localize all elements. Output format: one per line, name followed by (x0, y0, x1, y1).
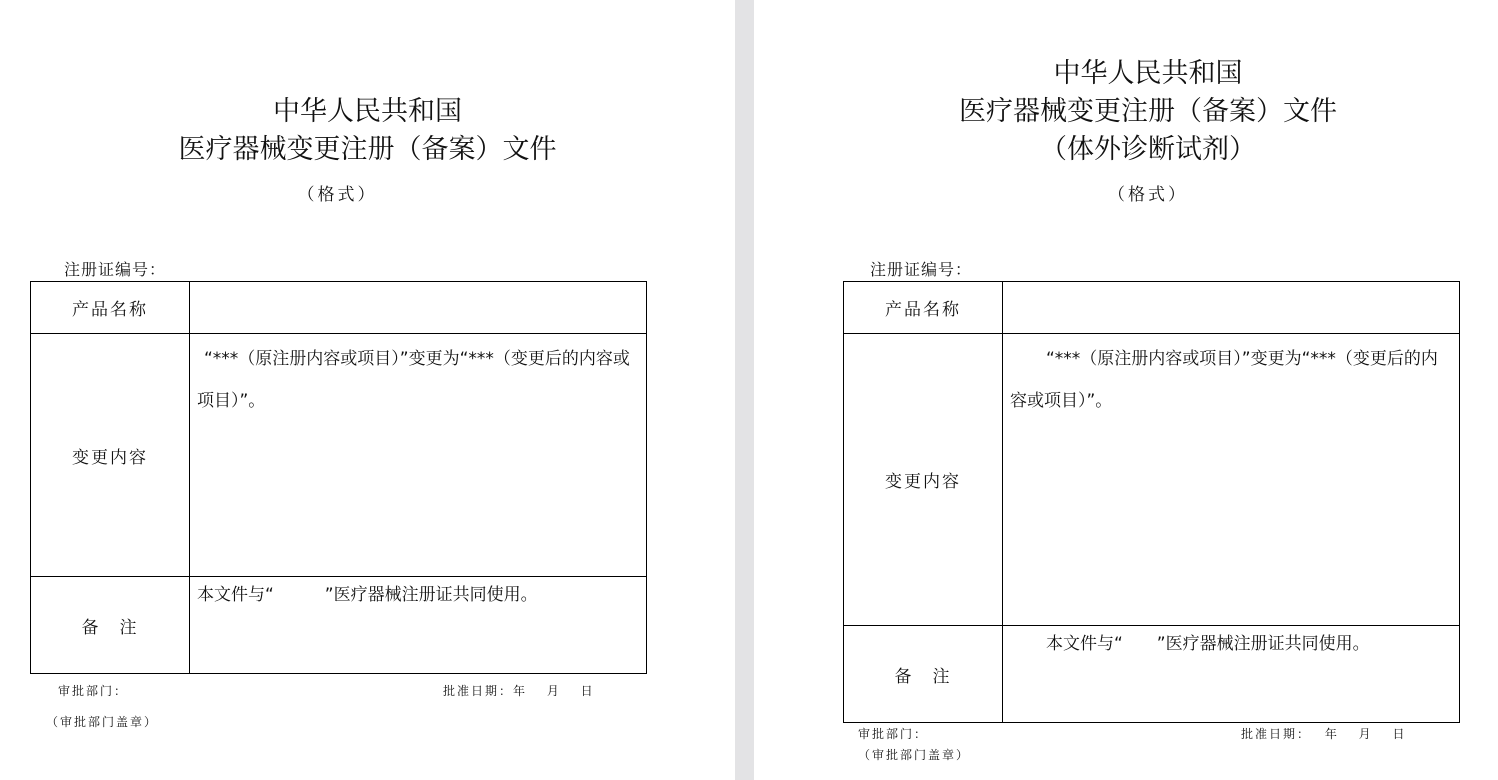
product-name-field[interactable] (1003, 282, 1460, 334)
change-content-label: 变更内容 (844, 334, 1003, 626)
approval-date-label: 批准日期： 年 月 日 (1241, 727, 1407, 741)
approval-seal-label: （审批部门盖章） (858, 748, 971, 762)
product-name-label: 产品名称 (844, 282, 1003, 334)
page-gutter (735, 0, 754, 780)
doc-title-line-2: 医疗器械变更注册（备案）文件 (959, 96, 1337, 127)
remarks-label: 备 注 (844, 626, 1003, 723)
remarks-text: 本文件与“ ”医疗器械注册证共同使用。 (197, 585, 538, 605)
format-label: （格式） (1108, 185, 1188, 205)
registration-number-label: 注册证编号： (870, 260, 973, 279)
change-content-field[interactable] (190, 334, 647, 577)
remarks-field[interactable] (190, 577, 647, 674)
format-label: （格式） (297, 185, 378, 205)
table-row (31, 334, 647, 577)
doc-title-line-1: 中华人民共和国 (273, 96, 462, 127)
approval-seal-label: （审批部门盖章） (46, 715, 159, 729)
registration-number-label: 注册证编号： (64, 260, 167, 279)
approval-dept-label: 审批部门： (58, 684, 129, 698)
change-form-table (30, 281, 647, 674)
table-row (844, 334, 1460, 626)
table-row (844, 626, 1460, 723)
change-content-text: “***（原注册内容或项目）”变更为“***（变更后的内容或项目）”。 (1010, 349, 1438, 411)
change-content-field[interactable] (1003, 334, 1460, 626)
table-row (844, 282, 1460, 334)
doc-title-line-1: 中华人民共和国 (1053, 58, 1243, 89)
change-content-text: “***（原注册内容或项目）”变更为“***（变更后的内容或项目）”。 (197, 349, 630, 411)
document-page-right (754, 0, 1498, 780)
product-name-label: 产品名称 (31, 282, 190, 334)
approval-dept-label: 审批部门： (858, 727, 929, 741)
doc-title-line-2: 医疗器械变更注册（备案）文件 (178, 134, 557, 165)
remarks-field[interactable] (1003, 626, 1460, 723)
doc-title-line-3: （体外诊断试剂） (1040, 134, 1256, 165)
approval-date-label: 批准日期：年 月 日 (443, 684, 595, 698)
product-name-field[interactable] (190, 282, 647, 334)
table-row (31, 282, 647, 334)
change-form-table (843, 281, 1460, 723)
document-page-left (0, 0, 735, 780)
remarks-label: 备 注 (31, 577, 190, 674)
remarks-text: 本文件与“ ”医疗器械注册证共同使用。 (1046, 634, 1370, 654)
change-content-label: 变更内容 (31, 334, 190, 577)
table-row (31, 577, 647, 674)
